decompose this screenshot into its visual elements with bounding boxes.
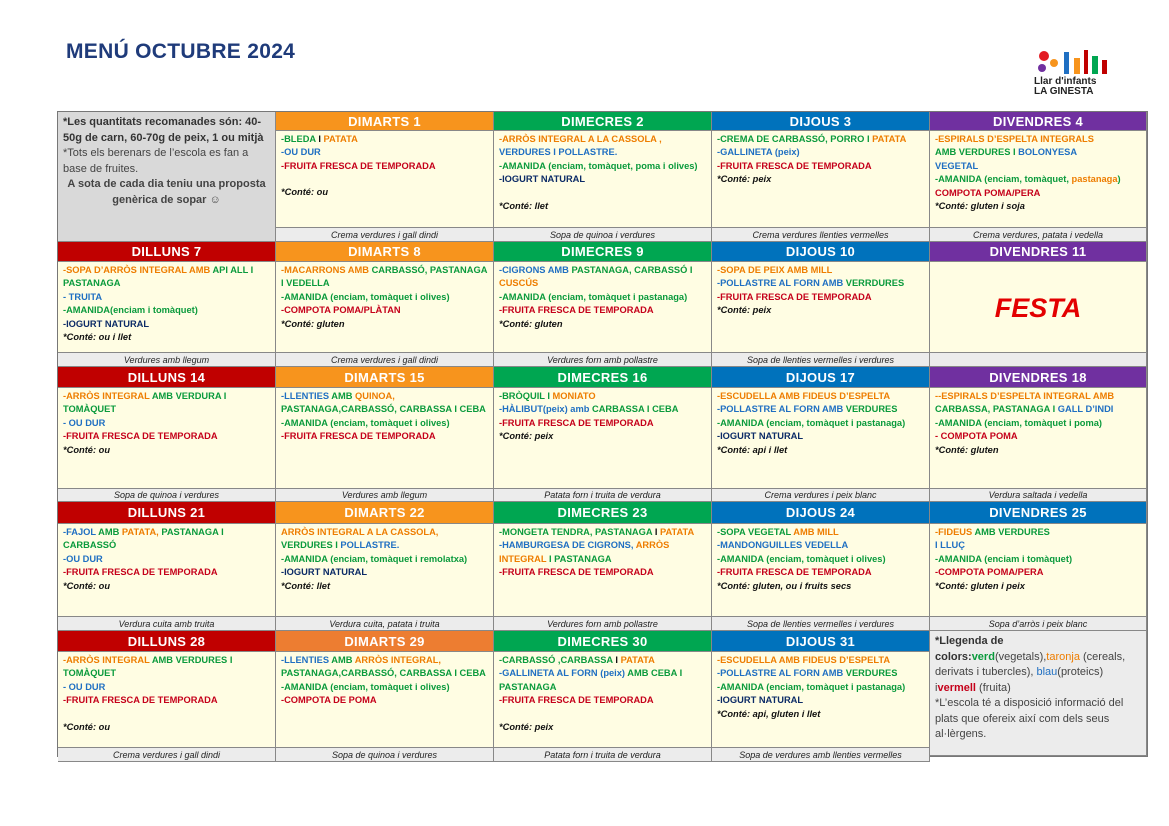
menu-item	[63, 694, 271, 707]
allergen-note: *Conté: peix	[717, 174, 772, 185]
menu-text: -CARBASSÓ ,CARBASSA	[499, 655, 616, 665]
day-menu	[712, 524, 930, 617]
menu-text: AMB	[98, 527, 122, 537]
menu-text: -OU DUR	[63, 553, 103, 564]
menu-text: -IOGURT NATURAL	[281, 567, 368, 578]
menu-text: ARRÒS INTEGRAL,	[354, 655, 441, 665]
menu-text: AMB	[331, 391, 356, 401]
menu-item	[717, 133, 925, 146]
menu-item	[935, 430, 1142, 443]
legend-blau: blau	[1036, 666, 1058, 678]
menu-text: - COMPOTA POMA	[935, 431, 1018, 442]
holiday-label: FESTA	[994, 293, 1082, 323]
day-menu	[930, 524, 1147, 617]
menu-item	[63, 681, 271, 694]
day-header: DIVENDRES 25	[930, 502, 1147, 524]
menu-item	[717, 667, 925, 680]
menu-item	[935, 539, 1142, 552]
day-header: DIJOUS 31	[712, 631, 930, 652]
menu-text: -FRUITA FRESCA DE TEMPORADA	[717, 291, 872, 302]
menu-text: -FRUITA FRESCA DE TEMPORADA	[499, 695, 654, 706]
menu-text: -AMANIDA (enciam, tomàquet i olives)	[281, 681, 450, 692]
menu-item	[281, 291, 489, 304]
dinner-suggestion: Sopa de llenties vermelles i verdures	[712, 617, 930, 631]
menu-text: -CIGRONS AMB	[499, 265, 572, 275]
allergen-note: *Conté: api, gluten i llet	[717, 708, 821, 719]
legend-verd-desc: (vegetals),	[994, 650, 1047, 663]
allergen-note: *Conté: gluten i peix	[935, 580, 1025, 591]
day-menu	[494, 131, 712, 228]
day-header: DIVENDRES 11	[930, 242, 1147, 262]
menu-text: MONIATO	[552, 391, 596, 401]
menu-text: -IOGURT NATURAL	[63, 318, 150, 329]
menu-text: -AMANIDA (enciam, tomàquet i pastanaga)	[717, 417, 906, 428]
menu-item	[281, 417, 489, 430]
day-menu	[276, 262, 494, 353]
menu-item	[935, 133, 1142, 146]
menu-text: CARBASSÓ, PASTANAGA I VEDELLA	[281, 265, 488, 289]
menu-text: I	[318, 134, 324, 144]
menu-item	[717, 694, 925, 707]
legend-vermell-desc: (fruita)	[975, 681, 1011, 694]
menu-text: -AMANIDA (enciam, tomàquet i poma)	[935, 417, 1103, 428]
menu-text: -FIDEUS	[935, 527, 975, 537]
allergen-note: *Conté: api i llet	[717, 444, 788, 455]
menu-text: ARRÒS INTEGRAL	[499, 540, 670, 564]
dinner-suggestion: Sopa d’arròs i peix blanc	[930, 617, 1147, 631]
menu-text: VERRDURES	[845, 278, 905, 289]
day-menu	[58, 262, 276, 353]
menu-text: -SOPA VEGETAL	[717, 527, 794, 537]
menu-text: AMB VERDURA I TOMÀQUET	[63, 391, 227, 415]
day-header: DIMECRES 23	[494, 502, 712, 524]
menu-text: -ESCUDELLA AMB FIDEUS D’ESPELTA	[717, 391, 891, 401]
menu-text: -AMANIDA (enciam, tomàquet i olives)	[281, 417, 450, 428]
menu-item	[935, 146, 1142, 159]
dinner-suggestion: Verdures forn amb pollastre	[494, 617, 712, 631]
dinner-suggestion: Sopa de llenties vermelles i verdures	[712, 353, 930, 367]
menu-item	[717, 146, 925, 159]
menu-text: -HAMBURGESA DE CIGRONS,	[499, 540, 636, 551]
dinner-suggestion: Verdura cuita amb truita	[58, 617, 276, 631]
menu-text: -FRUITA FRESCA DE TEMPORADA	[717, 160, 872, 171]
day-header: DILLUNS 28	[58, 631, 276, 652]
menu-item	[281, 264, 489, 291]
menu-text: -AMANIDA (enciam, tomàquet i pastanaga)	[717, 681, 906, 692]
allergen-note: *Conté: peix	[499, 721, 554, 732]
color-legend	[930, 631, 1147, 756]
menu-item	[63, 390, 271, 417]
menu-item	[717, 403, 925, 416]
menu-text: pastanaga	[1071, 174, 1118, 185]
dinner-suggestion: Sopa de quinoa i verdures	[276, 748, 494, 762]
menu-text: - TRUITA	[63, 291, 103, 302]
day-menu	[930, 262, 1147, 353]
menu-text: -ARRÒS INTEGRAL A LA CASSOLA ,	[499, 134, 662, 144]
dinner-suggestion: Sopa de verdures amb llenties vermelles	[712, 748, 930, 762]
menu-text: -GALLINETA AL FORN (peix)	[499, 668, 628, 679]
menu-item	[717, 264, 925, 277]
day-menu	[494, 652, 712, 748]
day-menu	[58, 652, 276, 748]
menu-item	[717, 390, 925, 403]
day-header: DIMECRES 30	[494, 631, 712, 652]
menu-text: -ARRÒS INTEGRAL	[63, 391, 152, 401]
menu-item	[281, 694, 489, 707]
intro-note	[58, 112, 276, 242]
menu-text: -SOPA D’ARRÒS INTEGRAL AMB	[63, 265, 213, 275]
day-menu	[276, 388, 494, 489]
menu-text: -IOGURT NATURAL	[717, 431, 804, 442]
dinner-suggestion: Sopa de quinoa i verdures	[494, 228, 712, 242]
menu-item	[499, 133, 707, 146]
day-header: DILLUNS 14	[58, 367, 276, 388]
allergen-note: *Conté: ou	[63, 580, 110, 591]
dinner-suggestion	[930, 353, 1147, 367]
menu-text: -FRUITA FRESCA DE TEMPORADA	[499, 305, 654, 316]
menu-text: -AMANIDA (enciam, tomàquet i olives)	[281, 291, 450, 302]
dinner-suggestion: Patata forn i truita de verdura	[494, 748, 712, 762]
dinner-suggestion: Verdura saltada i vedella	[930, 489, 1147, 502]
menu-item	[499, 417, 707, 430]
menu-text: AMB MILL	[793, 527, 839, 537]
menu-item	[717, 526, 925, 539]
legend-taronja: taronja	[1046, 650, 1080, 663]
menu-text: PATATA,	[121, 527, 162, 537]
menu-text: AMB VERDURES I TOMÀQUET	[63, 655, 233, 679]
dinner-suggestion: Crema verdures i gall dindi	[276, 228, 494, 242]
menu-text: -FRUITA FRESCA DE TEMPORADA	[717, 567, 872, 578]
menu-item	[935, 187, 1142, 200]
intro-snacks: *Tots els berenars de l’escola es fan a base de fruites.	[63, 147, 249, 175]
menu-text: -MACARRONS AMB	[281, 265, 372, 275]
day-header: DIVENDRES 18	[930, 367, 1147, 388]
school-logo	[1034, 46, 1114, 102]
menu-text: VEGETAL	[935, 160, 979, 171]
day-menu	[58, 524, 276, 617]
menu-item	[281, 133, 489, 146]
allergen-note: *Conté: peix	[717, 305, 772, 316]
day-header: DIVENDRES 4	[930, 112, 1147, 131]
menu-item	[935, 553, 1142, 566]
menu-item	[717, 654, 925, 667]
day-header: DIMARTS 22	[276, 502, 494, 524]
day-header: DIMECRES 2	[494, 112, 712, 131]
dinner-suggestion: Crema verdures llenties vermelles	[712, 228, 930, 242]
dinner-suggestion: Patata forn i truita de verdura	[494, 489, 712, 502]
menu-text: AMB VERDURES I	[935, 147, 1019, 158]
dinner-suggestion: Verdures forn amb pollastre	[494, 353, 712, 367]
menu-text: PATATA	[659, 527, 695, 537]
menu-text: -MANDONGUILLES VEDELLA	[717, 540, 849, 551]
day-menu	[276, 524, 494, 617]
menu-text: VERDURES	[845, 404, 898, 415]
menu-item	[281, 160, 489, 173]
day-header: DIJOUS 17	[712, 367, 930, 388]
dinner-suggestion: Verdures amb llegum	[276, 489, 494, 502]
menu-text: VERDURES I	[281, 540, 341, 551]
menu-text: -AMANIDA (enciam, tomàquet,	[935, 174, 1072, 185]
menu-item	[717, 430, 925, 443]
day-header: DIMARTS 8	[276, 242, 494, 262]
menu-text: -IOGURT NATURAL	[717, 695, 804, 706]
dinner-suggestion: Crema verdures i peix blanc	[712, 489, 930, 502]
menu-text: - OU DUR	[63, 417, 106, 428]
menu-text: I	[615, 655, 621, 665]
menu-item	[281, 553, 489, 566]
menu-item	[717, 553, 925, 566]
legend-colors	[935, 634, 1141, 696]
menu-text: -IOGURT NATURAL	[499, 174, 586, 185]
menu-text: -FAJOL	[63, 527, 99, 537]
dinner-suggestion: Sopa de quinoa i verdures	[58, 489, 276, 502]
legend-verd: verd	[971, 650, 995, 663]
menu-text: -FRUITA FRESCA DE TEMPORADA	[281, 431, 436, 442]
allergen-note: *Conté: gluten	[281, 318, 345, 329]
menu-text: -BLEDA	[281, 134, 319, 144]
menu-text: -LLENTIES	[281, 655, 332, 665]
day-header: DIMARTS 29	[276, 631, 494, 652]
menu-text: AMB CEBA I PASTANAGA	[499, 668, 683, 692]
menu-item	[499, 526, 707, 539]
allergen-note: *Conté: ou	[281, 187, 328, 198]
legend-taronja-desc: (cereals, derivats i tubercles),	[935, 650, 1126, 678]
menu-text: -POLLASTRE AL FORN AMB	[717, 278, 846, 289]
intro-dinner: A sota de cada dia teniu una proposta genèrica de sopar ☺	[67, 178, 266, 206]
menu-text: AMB	[331, 655, 355, 665]
menu-text: -POLLASTRE AL FORN AMB	[717, 404, 846, 415]
menu-item	[63, 291, 271, 304]
menu-text: -OU DUR	[281, 147, 321, 158]
day-menu	[494, 524, 712, 617]
menu-text: VERDURES	[845, 668, 898, 679]
menu-item	[499, 291, 707, 304]
day-header: DIMECRES 9	[494, 242, 712, 262]
menu-text: CARBASSA I CEBA	[591, 404, 679, 415]
logo-line2: LA GINESTA	[1034, 86, 1094, 97]
menu-item	[717, 566, 925, 579]
menu-text: -FRUITA FRESCA DE TEMPORADA	[499, 417, 654, 428]
menu-text: -GALLINETA (peix)	[717, 147, 800, 158]
menu-item	[499, 694, 707, 707]
menu-grid	[57, 111, 1148, 760]
menu-text: VERDURES I POLLASTRE.	[499, 147, 618, 158]
menu-item	[717, 539, 925, 552]
dinner-suggestion: Crema verdures, patata i vedella	[930, 228, 1147, 242]
menu-text: )	[1117, 174, 1121, 185]
menu-text: CARBASSA, PASTANAGA I	[935, 404, 1058, 415]
menu-item	[499, 146, 707, 159]
menu-text: -AMANIDA (enciam, tomàquet i remolatxa)	[281, 553, 468, 564]
menu-item	[935, 417, 1142, 430]
menu-text: -AMANIDA (enciam i tomàquet)	[935, 553, 1073, 564]
dinner-suggestion: Crema verdures i gall dindi	[276, 353, 494, 367]
menu-item	[499, 160, 707, 173]
allergen-note: *Conté: llet	[281, 580, 331, 591]
menu-item	[499, 403, 707, 416]
menu-text: PASTANAGA, CARBASSÓ I	[571, 265, 693, 275]
logo-line1: Llar d'infants	[1034, 76, 1097, 87]
menu-text: I PASTANAGA	[548, 553, 612, 564]
menu-item	[63, 526, 271, 553]
menu-item	[281, 430, 489, 443]
menu-text: -ESCUDELLA AMB FIDEUS D’ESPELTA	[717, 655, 891, 665]
menu-item	[935, 526, 1142, 539]
day-header: DIJOUS 10	[712, 242, 930, 262]
menu-item	[281, 526, 489, 553]
menu-item	[935, 390, 1142, 417]
menu-text: -FRUITA FRESCA DE TEMPORADA	[281, 160, 436, 171]
menu-item	[63, 264, 271, 291]
page-title: MENÚ OCTUBRE 2024	[66, 40, 296, 63]
menu-text: API ALL I PASTANAGA	[63, 265, 254, 289]
menu-item	[499, 304, 707, 317]
menu-item	[63, 417, 271, 430]
menu-text: -AMANIDA (enciam, tomàquet, poma i olives)	[499, 160, 698, 171]
menu-item	[935, 566, 1142, 579]
menu-text: - OU DUR	[63, 681, 106, 692]
menu-item	[63, 654, 271, 681]
legend-allergen-note: *L’escola té a disposició informació del plats que ofereix així com dels seus al·lèrgens.	[935, 697, 1124, 740]
menu-text: -FRUITA FRESCA DE TEMPORADA	[63, 431, 218, 442]
day-header: DIMECRES 16	[494, 367, 712, 388]
menu-text: --ESPIRALS D’ESPELTA INTEGRAL AMB	[935, 391, 1115, 401]
allergen-note: *Conté: ou i llet	[63, 332, 132, 343]
menu-text: -LLENTIES	[281, 391, 332, 401]
day-header: DIMARTS 15	[276, 367, 494, 388]
menu-item	[717, 160, 925, 173]
menu-text: -AMANIDA(enciam i tomàquet)	[63, 305, 198, 316]
allergen-note: *Conté: gluten i soja	[935, 201, 1025, 212]
day-menu	[712, 131, 930, 228]
menu-text: -ARRÒS INTEGRAL	[63, 655, 152, 665]
menu-item	[717, 681, 925, 694]
intro-quantities: *Les quantitats recomanades són: 40-50g de carn, 60-70g de peix, 1 ou mitjà	[63, 116, 264, 144]
menu-text: AMB VERDURES	[974, 527, 1050, 537]
menu-item	[63, 553, 271, 566]
day-menu	[276, 652, 494, 748]
menu-text: PASTANAGA,CARBASSÓ, CARBASSA I CEBA	[281, 404, 486, 415]
day-menu	[712, 652, 930, 748]
menu-text: PASTANAGA I CARBASSÓ	[63, 527, 224, 551]
menu-item	[717, 291, 925, 304]
menu-item	[499, 539, 707, 566]
menu-text: -ESPIRALS D’ESPELTA INTEGRALS	[935, 134, 1094, 144]
menu-text: I LLUÇ	[935, 540, 965, 551]
menu-text: -AMANIDA (enciam, tomàquet i olives)	[717, 553, 886, 564]
menu-item	[63, 566, 271, 579]
day-menu	[494, 262, 712, 353]
menu-item	[63, 430, 271, 443]
menu-text: PATATA	[323, 134, 358, 144]
menu-item	[63, 318, 271, 331]
menu-item	[499, 667, 707, 694]
allergen-note: *Conté: llet	[499, 200, 549, 211]
menu-item	[281, 304, 489, 317]
menu-text: -AMANIDA (enciam, tomàquet i pastanaga)	[499, 291, 688, 302]
menu-text: -COMPOTA DE POMA	[281, 695, 377, 706]
intro-foot	[58, 228, 276, 242]
menu-text: -FRUITA FRESCA DE TEMPORADA	[63, 695, 218, 706]
menu-text: CUSCÚS	[499, 278, 539, 289]
allergen-note: *Conté: peix	[499, 431, 554, 442]
menu-text: POLLASTRE.	[340, 540, 400, 551]
menu-item	[499, 654, 707, 667]
menu-text: -HÀLIBUT(peix) amb	[499, 404, 592, 415]
menu-text: I	[654, 527, 660, 537]
dinner-suggestion: Verdures amb llegum	[58, 353, 276, 367]
day-menu	[712, 388, 930, 489]
day-menu	[276, 131, 494, 228]
menu-text: -BRÒQUIL I	[499, 391, 553, 401]
menu-text: BOLONYESA	[1018, 147, 1078, 158]
menu-item	[935, 173, 1142, 186]
day-header: DIJOUS 3	[712, 112, 930, 131]
menu-text: GALL D’INDI	[1057, 404, 1114, 415]
menu-text: -COMPOTA POMA/PERA	[935, 567, 1044, 578]
menu-item	[281, 654, 489, 681]
day-menu	[712, 262, 930, 353]
menu-text: -POLLASTRE AL FORN AMB	[717, 668, 846, 679]
day-menu	[930, 388, 1147, 489]
allergen-note: *Conté: gluten, ou i fruits secs	[717, 580, 852, 591]
legend-vermell: vermell	[937, 681, 976, 694]
menu-text: ARRÒS INTEGRAL A LA CASSOLA,	[281, 527, 439, 537]
menu-text: PASTANAGA,CARBASSÓ, CARBASSA I CEBA	[281, 668, 486, 679]
legend-blau-desc: (proteics) i	[935, 666, 1104, 694]
allergen-note: *Conté: gluten	[499, 318, 563, 329]
menu-text: -CREMA DE CARBASSÓ, PORRO I	[717, 134, 873, 144]
allergen-note: *Conté: ou	[63, 721, 110, 732]
menu-item	[281, 681, 489, 694]
menu-text: -FRUITA FRESCA DE TEMPORADA	[499, 567, 654, 578]
menu-item	[717, 277, 925, 290]
menu-text: PATATA	[620, 655, 655, 665]
menu-item	[281, 566, 489, 579]
day-menu	[58, 388, 276, 489]
day-header: DILLUNS 21	[58, 502, 276, 524]
menu-item	[499, 173, 707, 186]
menu-item	[935, 160, 1142, 173]
menu-item	[499, 390, 707, 403]
menu-item	[281, 146, 489, 159]
menu-text: PATATA	[872, 134, 907, 144]
allergen-note: *Conté: gluten	[935, 444, 999, 455]
allergen-note: *Conté: ou	[63, 444, 110, 455]
menu-text: -MONGETA TENDRA, PASTANAGA	[499, 527, 655, 537]
menu-text: QUINOA,	[355, 391, 395, 401]
day-header: DILLUNS 7	[58, 242, 276, 262]
day-menu	[930, 131, 1147, 228]
day-header: DIJOUS 24	[712, 502, 930, 524]
dinner-suggestion: Crema verdures i gall dindi	[58, 748, 276, 762]
dinner-suggestion: Verdura cuita, patata i truita	[276, 617, 494, 631]
menu-text: -COMPOTA POMA/PLÀTAN	[281, 305, 401, 316]
menu-item	[63, 304, 271, 317]
menu-text: -FRUITA FRESCA DE TEMPORADA	[63, 567, 218, 578]
menu-item	[499, 264, 707, 291]
menu-item	[281, 390, 489, 417]
menu-item	[499, 566, 707, 579]
day-menu	[494, 388, 712, 489]
menu-text: COMPOTA POMA/PERA	[935, 187, 1041, 198]
day-header: DIMARTS 1	[276, 112, 494, 131]
menu-text: -SOPA DE PEIX AMB MILL	[717, 265, 833, 275]
legend-title: *Llegenda de colors:	[935, 635, 1004, 663]
menu-item	[717, 417, 925, 430]
